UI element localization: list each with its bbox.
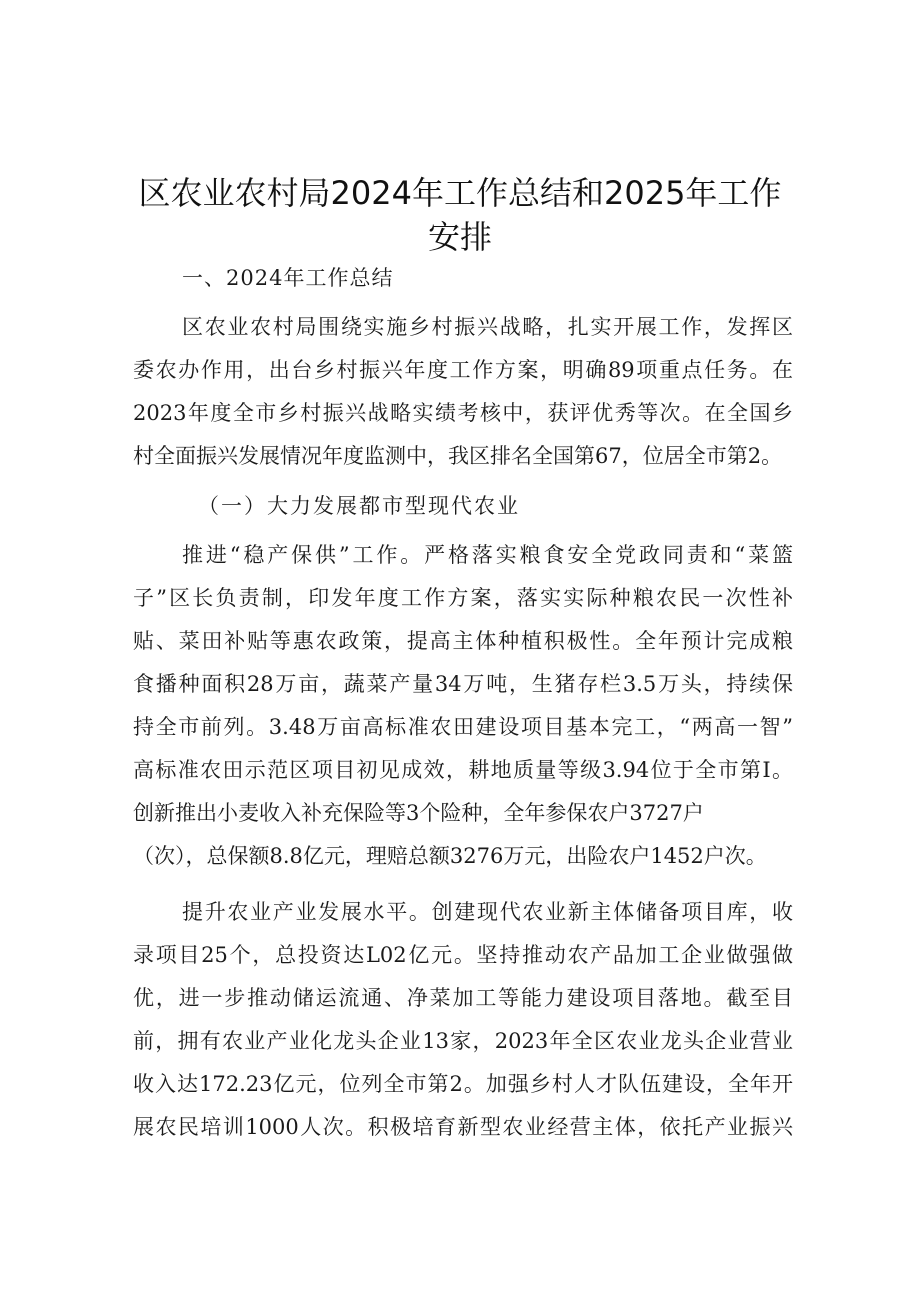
- paragraph-3-line: 收入达172.23亿元，位列全市第2。加强乡村人才队伍建设，全年开: [133, 1072, 793, 1096]
- paragraph-2-line: 贴、菜田补贴等惠农政策，提高主体种植积极性。全年预计完成粮: [133, 629, 793, 653]
- paragraph-3-line: 录项目25个，总投资达L02亿元。坚持推动农产品加工企业做强做: [133, 943, 793, 967]
- section-heading-2024-summary: 一、2024年工作总结: [182, 266, 394, 290]
- paragraph-1-line: 区农业农村局围绕实施乡村振兴战略，扎实开展工作，发挥区: [182, 315, 793, 339]
- paragraph-3-line: 提升农业产业发展水平。创建现代农业新主体储备项目库，收: [182, 900, 793, 924]
- paragraph-2-line: 创新推出小麦收入补充保险等3个险种，全年参保农户3727户: [133, 801, 704, 825]
- paragraph-2-line: 子”区长负责制，印发年度工作方案，落实实际种粮农民一次性补: [133, 586, 793, 610]
- paragraph-3-line: 优，进一步推动储运流通、净菜加工等能力建设项目落地。截至目: [133, 986, 793, 1010]
- document-title-line-1: 区农业农村局2024年工作总结和2025年工作: [138, 174, 782, 212]
- paragraph-3-line: 展农民培训1000人次。积极培育新型农业经营主体，依托产业振兴: [133, 1115, 793, 1139]
- document-title-line-2: 安排: [427, 218, 492, 256]
- paragraph-2-line: 食播种面积28万亩，蔬菜产量34万吨，生猪存栏3.5万头，持续保: [133, 672, 793, 696]
- paragraph-1-line: 委农办作用，出台乡村振兴年度工作方案，明确89项重点任务。在: [133, 358, 793, 382]
- paragraph-2-line: 高标准农田示范区项目初见成效，耕地质量等级3.94位于全市第I。: [133, 758, 793, 782]
- paragraph-1-line: 2023年度全市乡村振兴战略实绩考核中，获评优秀等次。在全国乡: [133, 401, 793, 425]
- paragraph-2-line: 持全市前列。3.48万亩高标准农田建设项目基本完工，“两高一智”: [133, 715, 793, 739]
- paragraph-2-line: （次），总保额8.8亿元，理赔总额3276万元，出险农户1452户次。: [133, 844, 767, 868]
- paragraph-2-line: 推进“稳产保供”工作。严格落实粮食安全党政同责和“菜篮: [182, 543, 793, 567]
- paragraph-3-line: 前，拥有农业产业化龙头企业13家，2023年全区农业龙头企业营业: [133, 1029, 793, 1053]
- paragraph-1-line: 村全面振兴发展情况年度监测中，我区排名全国第67，位居全市第2。: [133, 444, 783, 468]
- subsection-heading-urban-agriculture: （一）大力发展都市型现代农业: [198, 494, 520, 518]
